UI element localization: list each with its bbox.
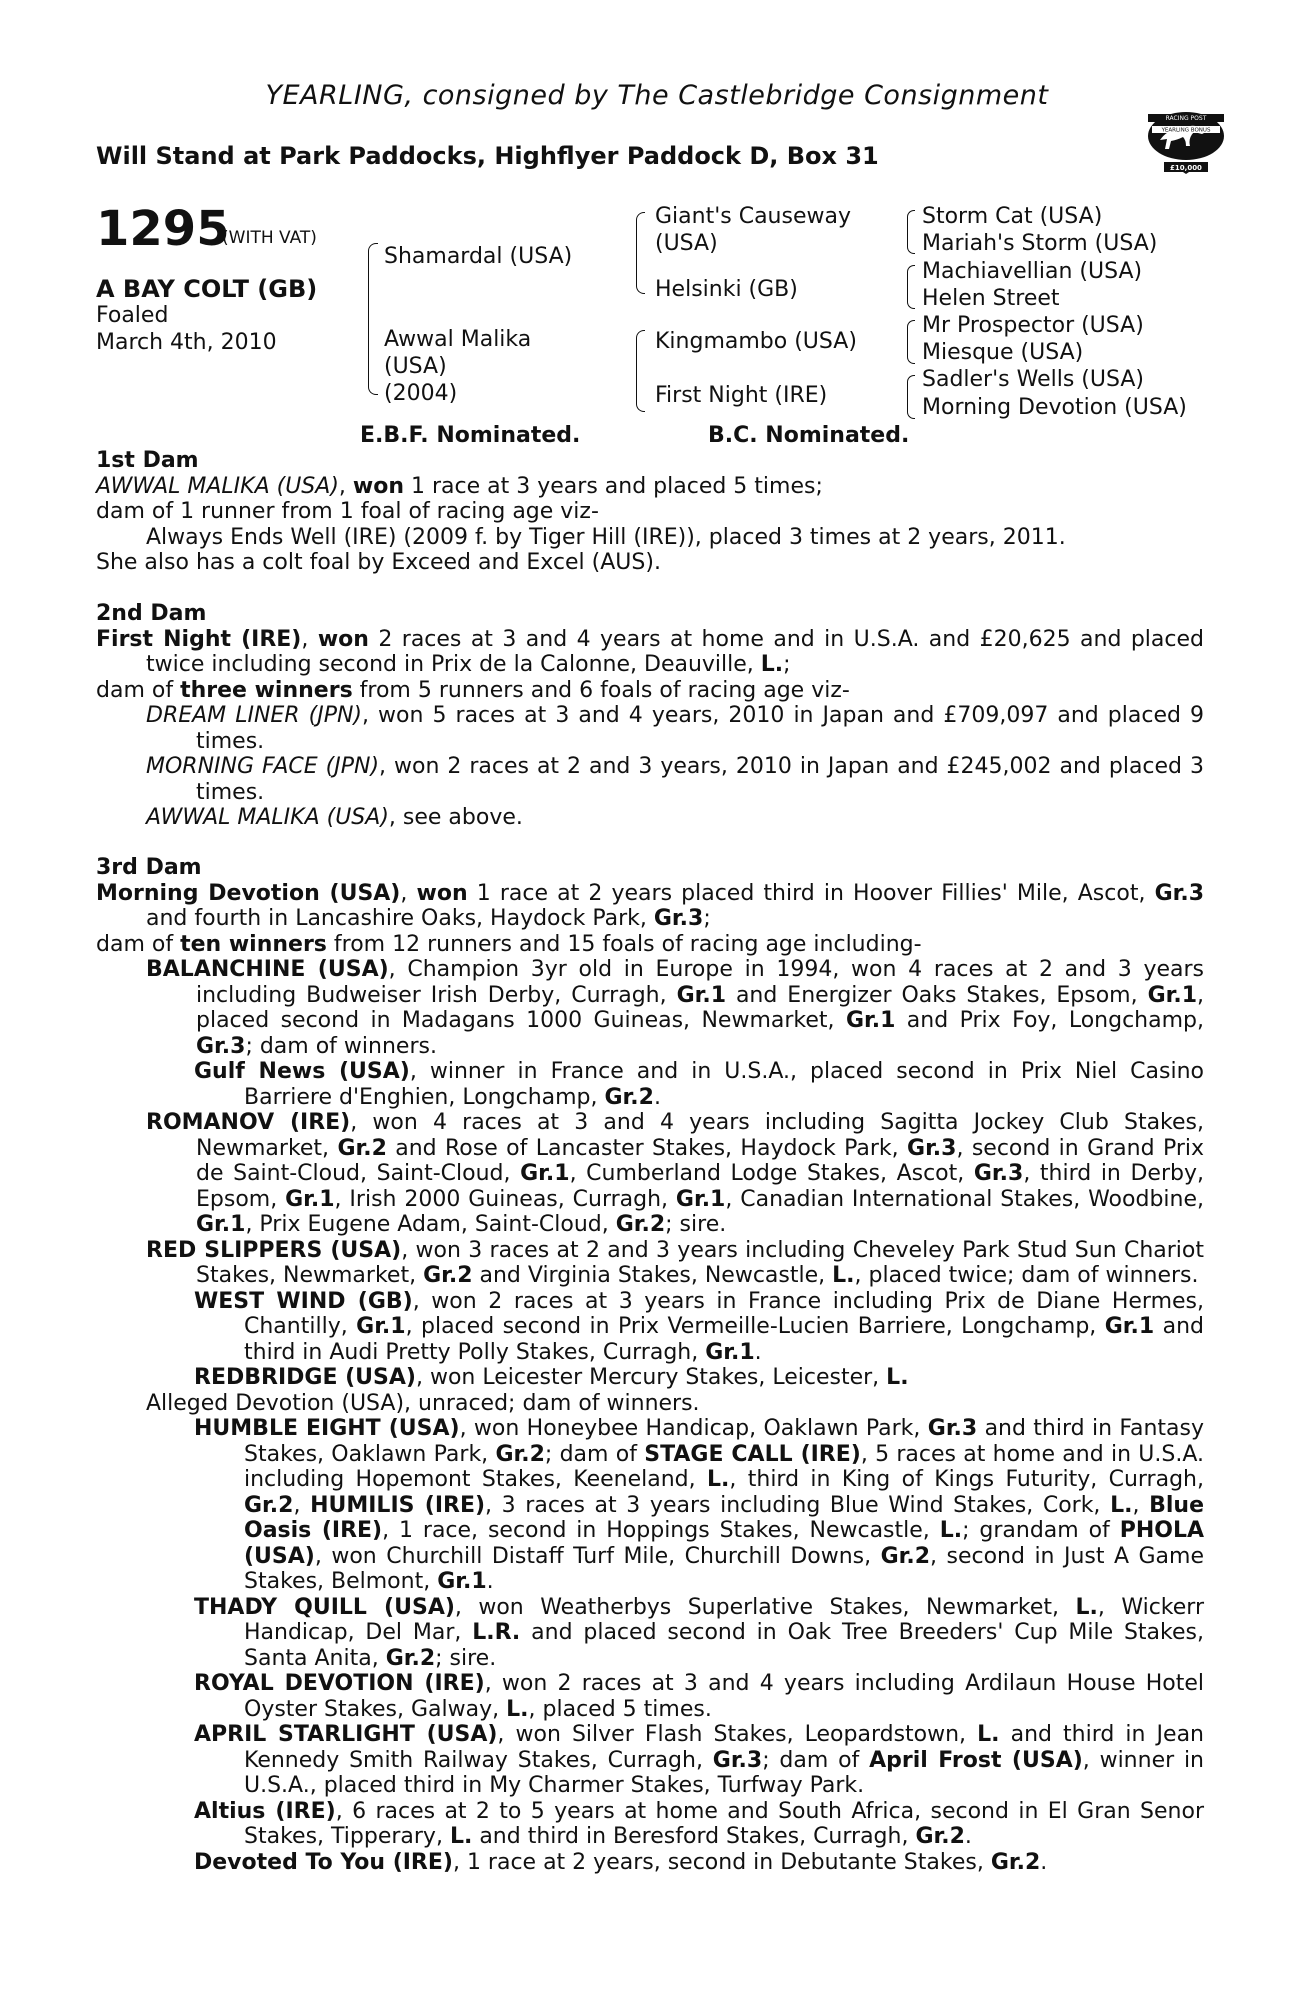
entry-red-slippers — [96, 1238, 1204, 1289]
grade: Gr.1 — [520, 1161, 570, 1186]
pedigree-sire: Shamardal (USA) — [384, 244, 573, 269]
grade: Gr.2 — [880, 1543, 931, 1569]
grade: L. — [760, 652, 784, 677]
horse-name: HUMILIS (IRE) — [310, 1492, 486, 1518]
lot-vat: (WITH VAT) — [222, 228, 317, 248]
grade: Gr.2 — [990, 1849, 1041, 1875]
text-run: , Wickerr Handicap, Del Mar, — [244, 1594, 1204, 1645]
text-run: ; dam of winners. — [245, 1033, 437, 1059]
horse-name: Gulf News (USA) — [194, 1059, 410, 1084]
grade: Gr.1 — [675, 1186, 726, 1212]
text-run: , won 5 races at 3 and 4 years, 2010 in Japan and £709,097 and placed 9 times. — [196, 703, 1204, 754]
grade: L.R. — [472, 1620, 521, 1645]
pedigree-gs4: First Night (IRE) — [655, 383, 828, 408]
grade: Gr.2 — [385, 1645, 436, 1671]
grade: L. — [1110, 1492, 1133, 1518]
foaled-date: March 4th, 2010 — [96, 330, 277, 355]
won-label: won — [317, 626, 369, 652]
grade: L. — [506, 1696, 529, 1722]
text-run: . — [653, 1084, 661, 1110]
horse-name: HUMBLE EIGHT (USA) — [194, 1416, 460, 1441]
grade: Gr.1 — [1147, 982, 1197, 1008]
text-run: , Canadian International Stakes, Woodbine, — [725, 1186, 1204, 1212]
grade: Gr.3 — [712, 1747, 763, 1773]
won-label: won — [416, 880, 468, 906]
grade: L. — [449, 1824, 473, 1849]
grade: L. — [707, 1467, 730, 1492]
text-run: 2 races at 3 and 4 years at home and in U.S.A. and £20,625 and placed twice including second in Prix de la Calonne, Deauville, — [146, 626, 1204, 677]
text-run: from 12 runners and 15 foals of racing age including- — [326, 931, 922, 957]
grade: Gr.3 — [907, 1135, 957, 1161]
first-dam-offspring: Always Ends Well (IRE) (2009 f. by Tiger Hill (IRE)), placed 3 times at 2 years, 2011. — [146, 524, 1066, 550]
entry-romanov — [96, 1110, 1204, 1238]
page-header-title: YEARLING, consigned by The Castlebridge Consignment — [265, 80, 1049, 111]
bc-nominated: B.C. Nominated. — [708, 423, 910, 448]
grade: Gr.2 — [337, 1135, 387, 1161]
entry-royal-devotion — [96, 1671, 1204, 1722]
entry-redbridge — [96, 1365, 1204, 1391]
pedigree-ggs-2: Mariah's Storm (USA) — [922, 231, 1158, 256]
text-run: , winner in U.S.A., placed third in My Charmer Stakes, Turfway Park. — [244, 1747, 1204, 1798]
pedigree-dam-line1: Awwal Malika — [384, 327, 532, 352]
horse-name: MORNING FACE (JPN) — [146, 754, 380, 779]
grade: Gr.1 — [1104, 1314, 1155, 1339]
grade: Gr.1 — [285, 1186, 335, 1212]
text-run: , Cumberland Lodge Stakes, Ascot, — [569, 1161, 974, 1186]
lot-number: 1295 — [96, 201, 230, 257]
first-dam-foal-note: She also has a colt foal by Exceed and Excel (AUS). — [96, 550, 661, 575]
grade: Gr.3 — [1154, 880, 1204, 906]
pedigree-ggs-1: Storm Cat (USA) — [922, 204, 1103, 229]
offspring-dream-liner — [96, 703, 1204, 754]
text-run: from 5 runners and 6 foals of racing age viz- — [352, 677, 850, 703]
horse-name: APRIL STARLIGHT (USA) — [194, 1722, 498, 1747]
text-run: , won Churchill Distaff Turf Mile, Churchill Downs, — [314, 1543, 881, 1569]
text-run: , won 2 races at 3 and 4 years including Ardilaun House Hotel Oyster Stakes, Galway, — [244, 1671, 1205, 1722]
badge-middle-text: YEARLING BONUS — [1161, 127, 1211, 134]
text-run: . — [486, 1569, 494, 1594]
grade: Gr.3 — [927, 1416, 978, 1441]
grade: Gr.2 — [615, 1212, 666, 1237]
badge-top-text: RACING POST — [1165, 115, 1207, 122]
text-run: dam of — [96, 677, 181, 703]
grade: Gr.3 — [973, 1161, 1024, 1186]
text-run: ; — [783, 652, 791, 677]
text-run: , won Honeybee Handicap, Oaklawn Park, — [459, 1416, 928, 1441]
winners-count: three winners — [180, 677, 353, 703]
horse-name: RED SLIPPERS (USA) — [146, 1237, 402, 1263]
text-run: , won 2 races at 2 and 3 years, 2010 in Japan and £245,002 and placed 3 times. — [196, 754, 1204, 805]
pedigree-gs2: Helsinki (GB) — [655, 277, 798, 302]
entry-devoted-to-you — [96, 1850, 1204, 1876]
text-run: , won 3 races at 2 and 3 years including Cheveley Park Stud Sun Chariot Stakes, Newmarket, — [196, 1237, 1204, 1288]
first-dam-produce: dam of 1 runner from 1 foal of racing age viz- — [96, 499, 599, 524]
first-dam-section — [96, 448, 1204, 576]
badge-bottom-text: £10,000 — [1170, 164, 1202, 172]
pedigree-ggs-3: Machiavellian (USA) — [922, 259, 1143, 284]
grade: Gr.2 — [495, 1441, 545, 1467]
grade: L. — [977, 1722, 1000, 1747]
stand-location: Will Stand at Park Paddocks, Highflyer Paddock D, Box 31 — [96, 142, 879, 170]
text-run: , second in Grand Prix de Saint-Cloud, Saint-Cloud, — [196, 1135, 1204, 1186]
second-dam-record: First Night (IRE), won 2 races at 3 and 4 years at home and in U.S.A. and £20,625 and placed twice including second in Prix de la Calonne, Deauville, L.; — [96, 626, 1204, 677]
text-run: , won Weatherbys Superlative Stakes, Newmarket, — [454, 1594, 1076, 1620]
grade: Gr.2 — [604, 1084, 654, 1110]
grade: L. — [1075, 1594, 1098, 1620]
first-dam-text: 1 race at 3 years and placed 5 times; — [404, 473, 823, 499]
horse-name: REDBRIDGE (USA) — [194, 1365, 416, 1390]
grade: Gr.1 — [196, 1212, 246, 1237]
pedigree-gs1-line1: Giant's Causeway — [655, 204, 851, 229]
text-run: and Prix Foy, Longchamp, — [895, 1008, 1204, 1033]
text-run: and fourth in Lancashire Oaks, Haydock Park, — [146, 906, 654, 931]
ggs-brace-4 — [907, 375, 915, 419]
offspring-morning-face — [96, 754, 1204, 805]
horse-name: ROYAL DEVOTION (IRE) — [194, 1671, 485, 1696]
text-run: , won Silver Flash Stakes, Leopardstown, — [497, 1722, 978, 1747]
text-run: , Champion 3yr old in Europe in 1994, won 4 races at 2 and 3 years including Budweiser Irish Derby, Curragh, — [196, 957, 1204, 1008]
grade: Gr.2 — [915, 1824, 965, 1849]
pedigree-gs1 — [655, 203, 851, 257]
grade: Gr.2 — [244, 1492, 294, 1518]
text-run: and Rose of Lancaster Stakes, Haydock Park, — [386, 1135, 908, 1161]
entry-balanchine — [96, 957, 1204, 1059]
text-run: , placed second in Prix Vermeille-Lucien Barriere, Longchamp, — [405, 1314, 1105, 1339]
entry-gulf-news — [96, 1059, 1204, 1110]
second-dam-produce — [96, 678, 1204, 704]
text-run: , 1 race at 2 years, second in Debutante Stakes, — [452, 1849, 991, 1875]
text-run: , — [1132, 1492, 1150, 1518]
pedigree-ggs-7: Sadler's Wells (USA) — [922, 367, 1144, 392]
third-dam-name: Morning Devotion (USA) — [96, 880, 401, 906]
text-run: , third in Derby, Epsom, — [196, 1161, 1204, 1212]
text-run: . — [754, 1339, 762, 1365]
third-dam-produce — [96, 932, 1204, 958]
first-dam-name: AWWAL MALIKA (USA) — [96, 473, 339, 499]
horse-name: WEST WIND (GB) — [194, 1288, 413, 1314]
text-run: , placed 5 times. — [528, 1696, 712, 1722]
text-run: ; dam of — [544, 1441, 645, 1467]
text-run: , winner in France and in U.S.A., placed second in Prix Niel Casino Barriere d'Enghien, Longchamp, — [244, 1059, 1204, 1110]
pedigree-dam — [384, 326, 531, 407]
entry-thady-quill — [96, 1595, 1204, 1672]
text-run: dam of — [96, 931, 181, 957]
second-dam-section — [96, 601, 1204, 831]
text-run: , won 4 races at 3 and 4 years including Sagitta Jockey Club Stakes, Newmarket, — [196, 1110, 1204, 1161]
text-run: , placed second in Madagans 1000 Guineas, Newmarket, — [196, 982, 1204, 1033]
pedigree-gs3: Kingmambo (USA) — [655, 329, 857, 354]
text-run: and third in Jean Kennedy Smith Railway Stakes, Curragh, — [244, 1722, 1205, 1773]
text-run: and Virginia Stakes, Newcastle, — [472, 1263, 833, 1288]
text-run: , placed twice; dam of winners. — [854, 1263, 1199, 1288]
text-run: , 5 races at home and in U.S.A. including Hopemont Stakes, Keeneland, — [244, 1441, 1204, 1492]
text-run: , 6 races at 2 to 5 years at home and South Africa, second in El Gran Senor Stakes, Tipperary, — [244, 1798, 1205, 1849]
pedigree-dam-line2: (USA) — [384, 354, 447, 379]
first-dam-record: AWWAL MALIKA (USA), won 1 race at 3 years and placed 5 times; — [96, 473, 823, 499]
text-run: ; — [703, 906, 711, 931]
horse-name: STAGE CALL (IRE) — [644, 1441, 861, 1467]
grade: Gr.1 — [356, 1314, 406, 1339]
ggs-brace-2 — [907, 265, 915, 309]
grade: Gr.1 — [676, 982, 726, 1008]
pedigree-dam-line3: (2004) — [384, 381, 458, 406]
text-run: , won 2 races at 3 years in France including Prix de Diane Hermes, Chantilly, — [244, 1288, 1204, 1339]
entry-alleged-devotion: Alleged Devotion (USA), unraced; dam of winners. — [146, 1390, 700, 1416]
text-run: , see above. — [388, 805, 523, 830]
horse-name: DREAM LINER (JPN) — [146, 703, 363, 728]
horse-name: PHOLA (USA) — [244, 1518, 1204, 1569]
won-label: won — [352, 473, 405, 499]
sire-dam-brace — [368, 243, 378, 395]
horse-name: Blue Oasis (IRE) — [244, 1492, 1204, 1543]
text-run: , Prix Eugene Adam, Saint-Cloud, — [245, 1212, 616, 1237]
text-run: . — [964, 1824, 972, 1849]
text-run: , 1 race, second in Hoppings Stakes, Newcastle, — [382, 1518, 940, 1543]
horse-name: ROMANOV (IRE) — [146, 1110, 351, 1135]
horse-name: THADY QUILL (USA) — [194, 1594, 455, 1620]
text-run: 1 race at 2 years placed third in Hoover Fillies' Mile, Ascot, — [467, 880, 1155, 906]
grade: Gr.1 — [437, 1569, 487, 1594]
text-run: , Irish 2000 Guineas, Curragh, — [334, 1186, 676, 1212]
grade: Gr.3 — [653, 906, 704, 931]
text-run: and Energizer Oaks Stakes, Epsom, — [726, 982, 1148, 1008]
offspring-awwal-malika — [96, 805, 1204, 831]
sire-parents-brace — [636, 212, 645, 294]
foaled-info — [96, 302, 277, 356]
grade: Gr.1 — [705, 1339, 755, 1365]
winners-count: ten winners — [180, 931, 327, 957]
third-dam-section — [96, 855, 1204, 1875]
text-run: ; sire. — [435, 1645, 497, 1671]
pedigree-gs1-line2: (USA) — [655, 231, 718, 256]
entry-altius — [96, 1799, 1204, 1850]
second-dam-name: First Night (IRE) — [96, 626, 302, 652]
grade: Gr.3 — [196, 1033, 246, 1059]
pedigree-ggs-4: Helen Street — [922, 286, 1060, 311]
horse-name: Devoted To You (IRE) — [194, 1849, 453, 1875]
ggs-brace-3 — [907, 320, 915, 364]
text-run: and third in Audi Pretty Polly Stakes, Curragh, — [244, 1314, 1204, 1365]
entry-april-starlight — [96, 1722, 1204, 1799]
text-run: ; sire. — [665, 1212, 727, 1237]
foaled-label: Foaled — [96, 303, 169, 328]
horse-name: AWWAL MALIKA (USA) — [146, 805, 389, 830]
text-run: , third in King of Kings Futurity, Curragh, — [729, 1467, 1204, 1492]
grade: L. — [832, 1263, 855, 1288]
text-run: , won Leicester Mercury Stakes, Leicester, — [415, 1365, 887, 1390]
grade: L. — [886, 1365, 909, 1390]
third-dam-record: Morning Devotion (USA), won 1 race at 2 years placed third in Hoover Fillies' Mile, Ascot, Gr.3 and fourth in Lancashire Oaks, Haydock Park, Gr.3; — [96, 880, 1204, 931]
grade: Gr.2 — [423, 1263, 473, 1288]
lot-name: A BAY COLT (GB) — [96, 275, 318, 303]
text-run: and placed second in Oak Tree Breeders' Cup Mile Stakes, Santa Anita, — [244, 1620, 1204, 1671]
pedigree-ggs-6: Miesque (USA) — [922, 340, 1084, 365]
horse-name: BALANCHINE (USA) — [146, 957, 389, 982]
text-run: ; dam of — [762, 1747, 870, 1773]
pedigree-ggs-5: Mr Prospector (USA) — [922, 313, 1144, 338]
second-dam-heading: 2nd Dam — [96, 601, 207, 626]
grade: L. — [939, 1518, 963, 1543]
text-run: ; grandam of — [962, 1518, 1120, 1543]
ggs-brace-1 — [907, 210, 915, 254]
pedigree-ggs-8: Morning Devotion (USA) — [922, 395, 1187, 420]
grade: Gr.1 — [845, 1008, 896, 1033]
entry-humble-eight — [96, 1416, 1204, 1595]
entry-west-wind — [96, 1289, 1204, 1366]
first-dam-heading: 1st Dam — [96, 448, 199, 473]
horse-name: Altius (IRE) — [194, 1798, 336, 1824]
text-run: and third in Fantasy Stakes, Oaklawn Park, — [244, 1416, 1205, 1467]
dam-parents-brace — [636, 330, 645, 412]
third-dam-heading: 3rd Dam — [96, 855, 202, 880]
text-run: , second in Just A Game Stakes, Belmont, — [244, 1543, 1204, 1594]
horse-name: April Frost (USA) — [869, 1747, 1083, 1773]
yearling-bonus-logo — [1138, 100, 1234, 186]
ebf-nominated: E.B.F. Nominated. — [360, 423, 581, 448]
text-run: . — [1040, 1849, 1048, 1875]
text-run: , — [293, 1492, 311, 1518]
text-run: , 3 races at 3 years including Blue Wind Stakes, Cork, — [485, 1492, 1111, 1518]
text-run: and third in Beresford Stakes, Curragh, — [472, 1824, 916, 1849]
